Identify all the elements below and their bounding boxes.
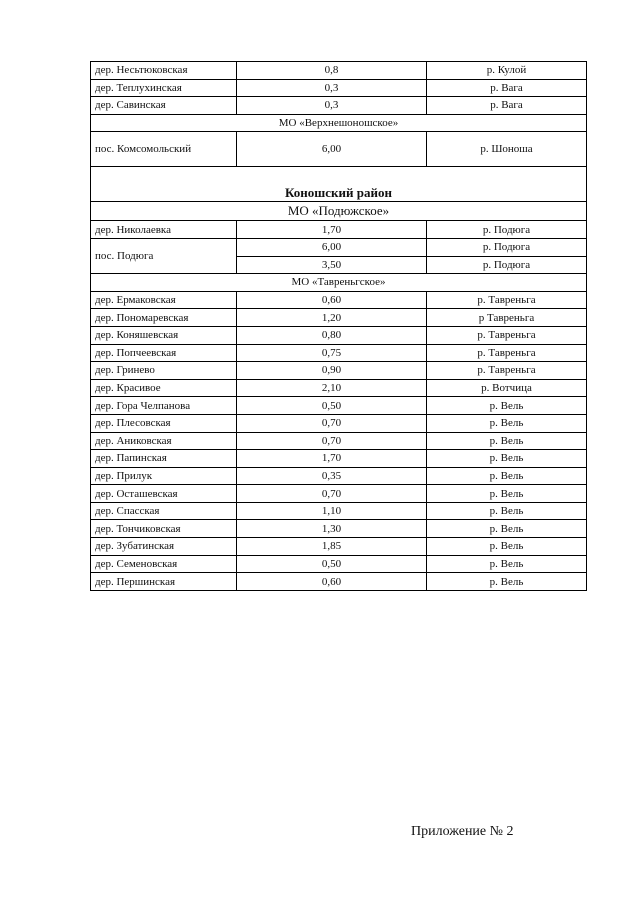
distance-value: 3,50	[237, 256, 427, 274]
distance-value: 0,50	[237, 555, 427, 573]
distance-value: 0,8	[237, 62, 427, 80]
river-name: р. Вель	[427, 520, 587, 538]
distance-value: 1,20	[237, 309, 427, 327]
river-name: р. Вель	[427, 485, 587, 503]
distance-value: 0,60	[237, 573, 427, 591]
distance-value: 0,80	[237, 326, 427, 344]
table-row	[91, 485, 587, 503]
table-row	[91, 309, 587, 327]
table-row	[91, 502, 587, 520]
river-name: р. Вель	[427, 502, 587, 520]
river-name: р. Вель	[427, 573, 587, 591]
distance-value: 1,70	[237, 450, 427, 468]
settlement-name: дер. Красивое	[91, 379, 237, 397]
river-name: р. Тавреньга	[427, 344, 587, 362]
table-row	[91, 379, 587, 397]
settlement-name: дер. Пономаревская	[91, 309, 237, 327]
settlement-name: дер. Гринево	[91, 362, 237, 380]
settlement-name: дер. Першинская	[91, 573, 237, 591]
table-row	[91, 344, 587, 362]
distance-value: 0,70	[237, 432, 427, 450]
distance-value: 1,30	[237, 520, 427, 538]
river-name: р. Подюга	[427, 221, 587, 239]
settlement-name: пос. Комсомольский	[91, 132, 237, 167]
river-name: р. Шоноша	[427, 132, 587, 167]
table-row	[91, 362, 587, 380]
settlement-name: пос. Подюга	[91, 238, 237, 273]
settlement-name: дер. Теплухинская	[91, 79, 237, 97]
section-row-mo-tavrengskoe	[91, 274, 587, 292]
section-row-mo-podyuzhskoe	[91, 202, 587, 221]
district-title: Коношский район	[91, 167, 587, 202]
river-name: р. Вель	[427, 555, 587, 573]
table-row	[91, 238, 587, 256]
settlement-name: дер. Плесовская	[91, 414, 237, 432]
river-name: р. Вага	[427, 97, 587, 115]
distance-value: 0,75	[237, 344, 427, 362]
table-row	[91, 132, 587, 167]
distance-value: 0,70	[237, 485, 427, 503]
distance-value: 0,3	[237, 79, 427, 97]
river-name: р. Подюга	[427, 256, 587, 274]
section-label: МО «Подюжское»	[91, 202, 587, 221]
table-row	[91, 450, 587, 468]
river-name: р. Вель	[427, 432, 587, 450]
table-row	[91, 538, 587, 556]
river-name: р. Вель	[427, 397, 587, 415]
settlement-name: дер. Тончиковская	[91, 520, 237, 538]
district-row	[91, 167, 587, 202]
settlement-name: дер. Коняшевская	[91, 326, 237, 344]
settlement-name: дер. Ермаковская	[91, 291, 237, 309]
table-row	[91, 79, 587, 97]
table-row	[91, 291, 587, 309]
settlement-name: дер. Гора Челпанова	[91, 397, 237, 415]
section-label: МО «Верхнешоношское»	[91, 114, 587, 132]
table-row	[91, 97, 587, 115]
settlement-name: дер. Несьтюковская	[91, 62, 237, 80]
distance-value: 0,3	[237, 97, 427, 115]
distance-value: 6,00	[237, 238, 427, 256]
distance-value: 1,10	[237, 502, 427, 520]
table-row	[91, 467, 587, 485]
distance-value: 0,90	[237, 362, 427, 380]
table-row	[91, 414, 587, 432]
settlement-name: дер. Попчеевская	[91, 344, 237, 362]
table-row	[91, 555, 587, 573]
settlements-table	[90, 61, 587, 591]
settlement-name: дер. Зубатинская	[91, 538, 237, 556]
river-name: р. Тавреньга	[427, 326, 587, 344]
table-row	[91, 326, 587, 344]
river-name: р. Вага	[427, 79, 587, 97]
table-row	[91, 62, 587, 80]
distance-value: 6,00	[237, 132, 427, 167]
river-name: р. Тавреньга	[427, 291, 587, 309]
distance-value: 0,50	[237, 397, 427, 415]
river-name: р. Вель	[427, 450, 587, 468]
distance-value: 1,70	[237, 221, 427, 239]
section-label: МО «Тавреньгское»	[91, 274, 587, 292]
settlement-name: дер. Аниковская	[91, 432, 237, 450]
river-name: р Тавреньга	[427, 309, 587, 327]
distance-value: 0,60	[237, 291, 427, 309]
settlement-name: дер. Николаевка	[91, 221, 237, 239]
distance-value: 0,35	[237, 467, 427, 485]
distance-value: 2,10	[237, 379, 427, 397]
table-row	[91, 432, 587, 450]
settlement-name: дер. Папинская	[91, 450, 237, 468]
table-row	[91, 397, 587, 415]
river-name: р. Вотчица	[427, 379, 587, 397]
appendix-label: Приложение № 2	[411, 824, 514, 839]
distance-value: 0,70	[237, 414, 427, 432]
table-row	[91, 573, 587, 591]
river-name: р. Тавреньга	[427, 362, 587, 380]
river-name: р. Вель	[427, 414, 587, 432]
distance-value: 1,85	[237, 538, 427, 556]
settlement-name: дер. Семеновская	[91, 555, 237, 573]
river-name: р. Вель	[427, 467, 587, 485]
table-row	[91, 520, 587, 538]
river-name: р. Вель	[427, 538, 587, 556]
settlement-name: дер. Спасская	[91, 502, 237, 520]
table-row	[91, 221, 587, 239]
river-name: р. Кулой	[427, 62, 587, 80]
section-row-mo-verkhneshonoshskoe	[91, 114, 587, 132]
settlement-name: дер. Осташевская	[91, 485, 237, 503]
river-name: р. Подюга	[427, 238, 587, 256]
settlement-name: дер. Прилук	[91, 467, 237, 485]
settlement-name: дер. Савинская	[91, 97, 237, 115]
